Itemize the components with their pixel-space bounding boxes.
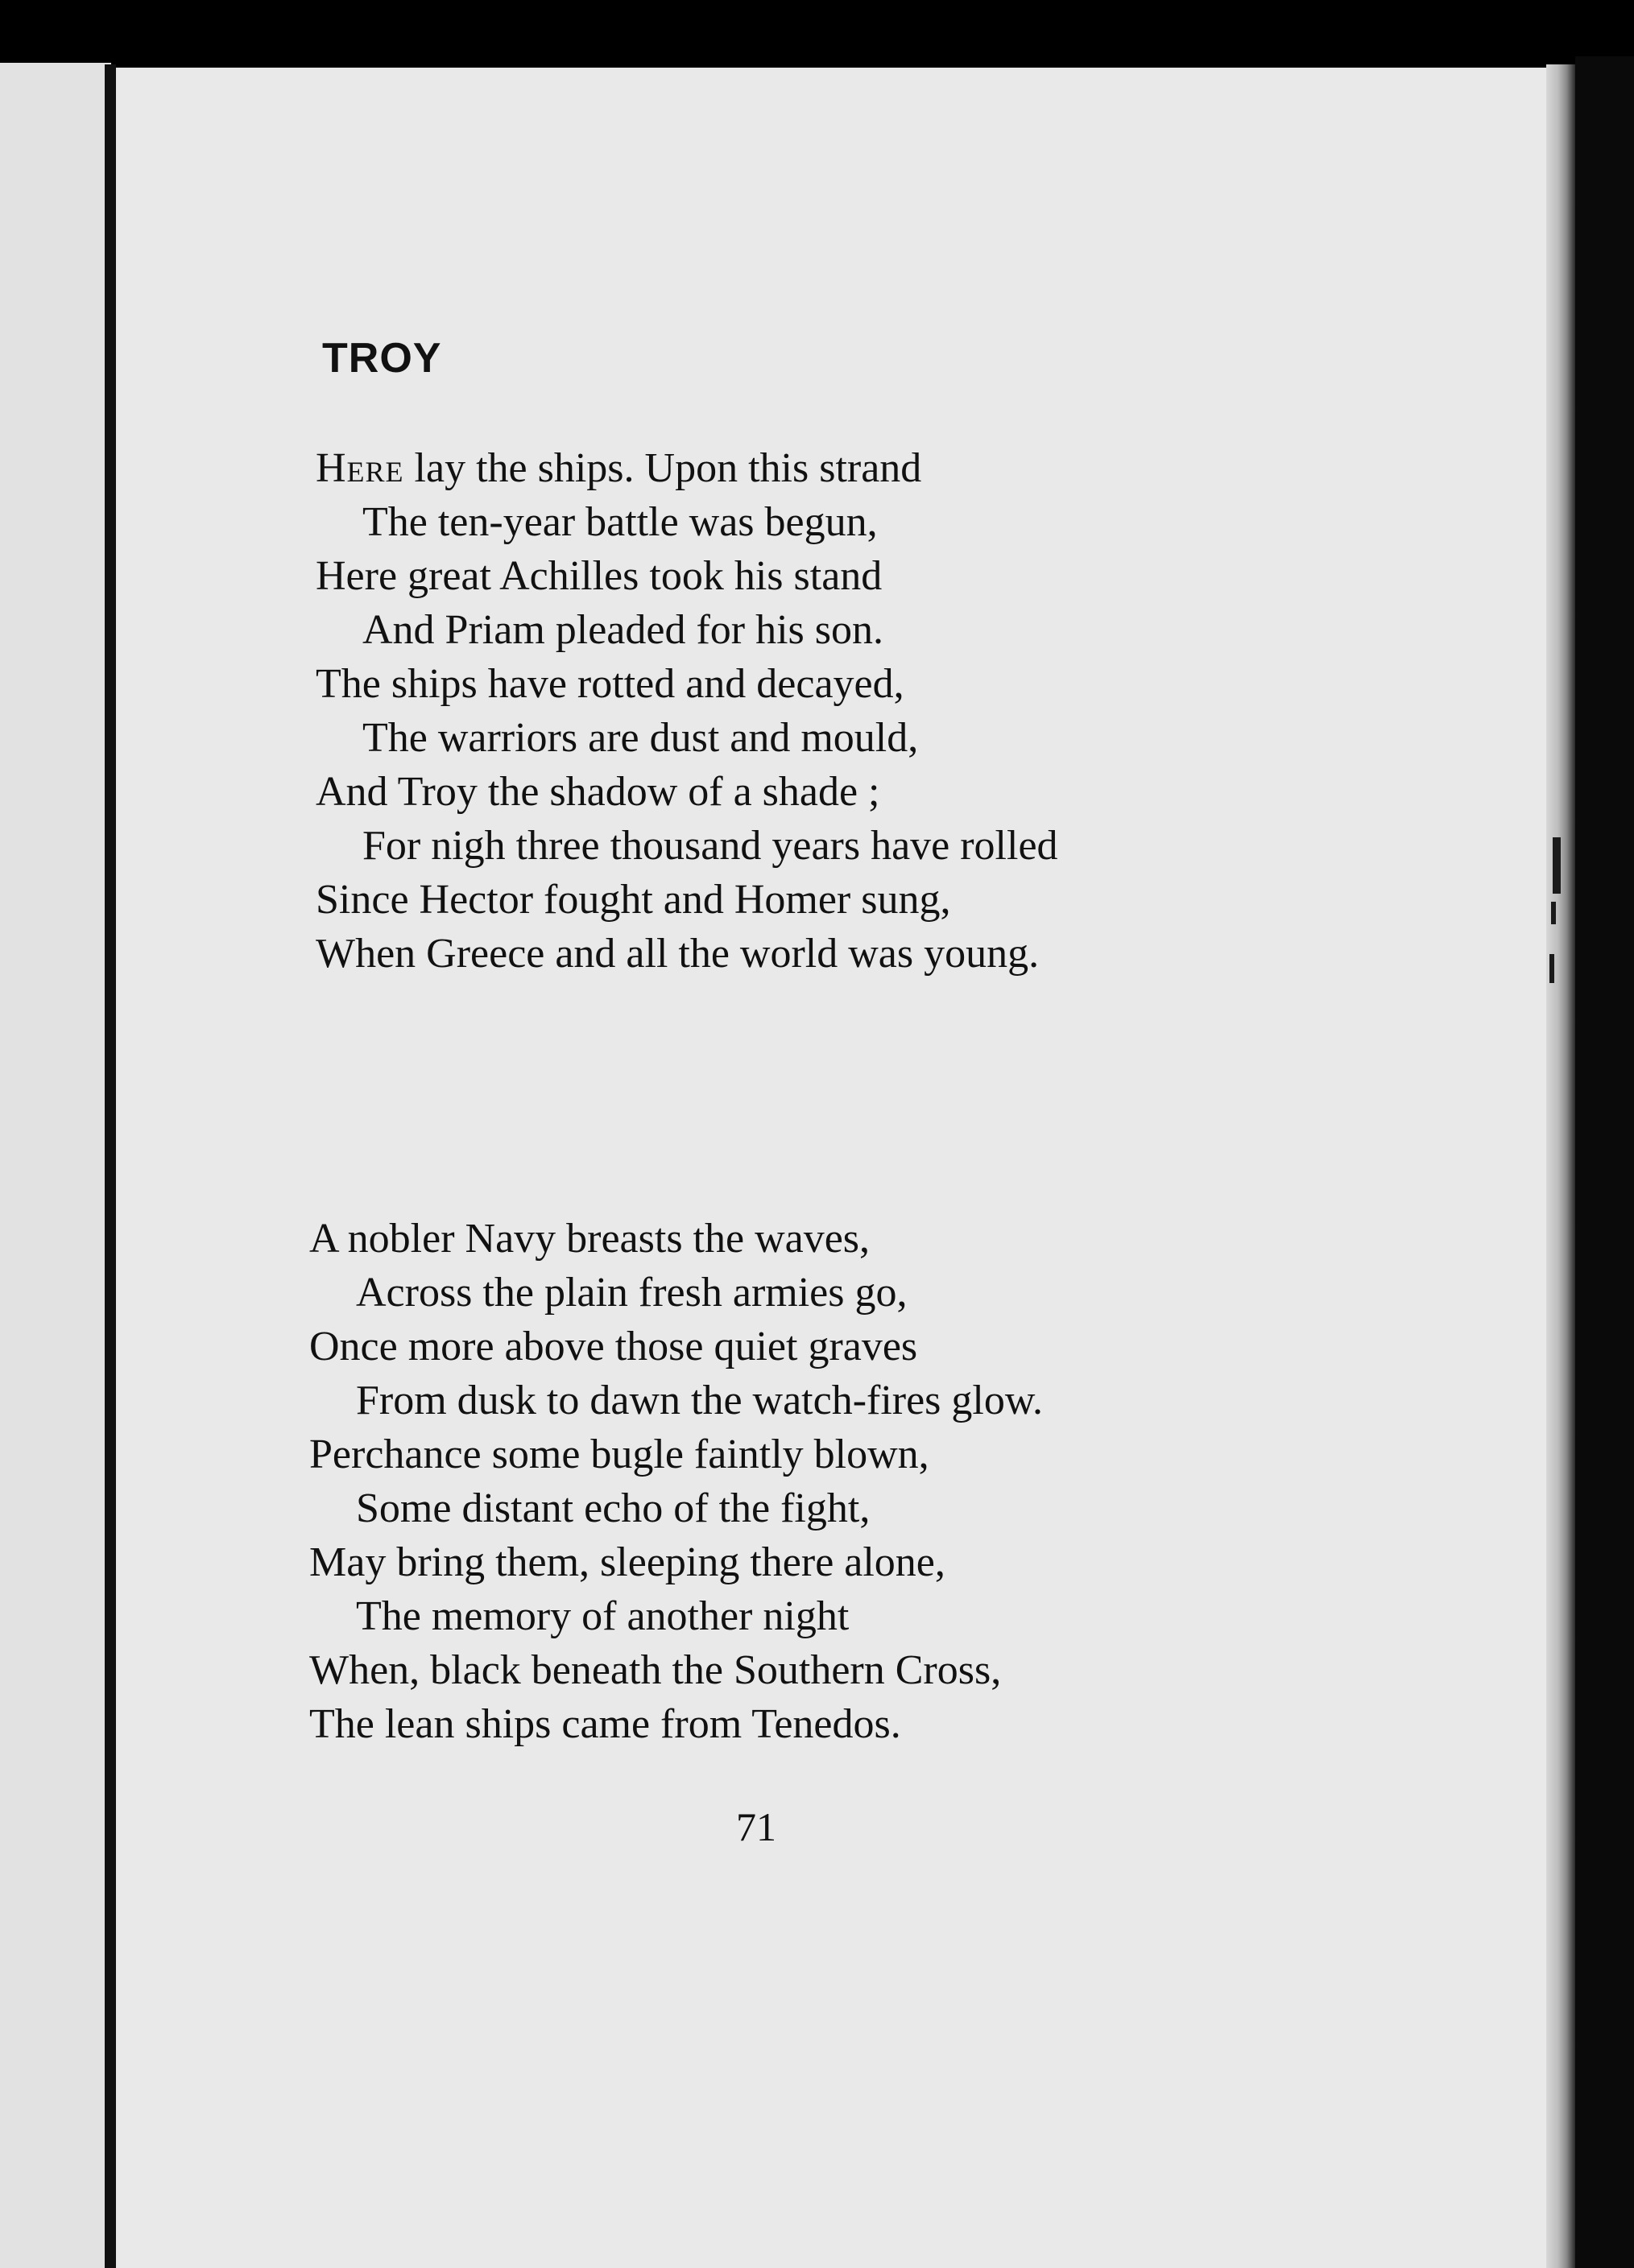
verse-line: When Greece and all the world was young. xyxy=(316,931,1040,977)
stanza-1 xyxy=(316,441,1058,981)
edge-speck xyxy=(1549,954,1554,983)
edge-speck xyxy=(1551,902,1556,924)
page-number: 71 xyxy=(736,1804,776,1849)
verse-line: From dusk to dawn the watch-fires glow. xyxy=(356,1378,1044,1423)
poem-title: TROY xyxy=(322,335,442,382)
verse-line: Across the plain fresh armies go, xyxy=(356,1270,908,1316)
page-gutter xyxy=(105,64,116,2268)
verse-line-text: lay the ships. Upon this strand xyxy=(403,445,922,491)
verse-line: When, black beneath the Southern Cross, xyxy=(309,1647,1002,1693)
verse-line: For nigh three thousand years have rolled xyxy=(362,823,1058,869)
verse-line: And Troy the shadow of a shade ; xyxy=(316,769,880,815)
verse-line: The ships have rotted and decayed, xyxy=(316,661,904,707)
stanza-2 xyxy=(309,1212,1043,1751)
page-fore-edge xyxy=(1546,64,1575,2268)
verse-line: The lean ships came from Tenedos. xyxy=(309,1701,901,1747)
verse-line: A nobler Navy breasts the waves, xyxy=(309,1216,871,1262)
verse-line: The ten-year battle was begun, xyxy=(362,499,878,545)
verse-line: Perchance some bugle faintly blown, xyxy=(309,1431,929,1477)
verse-line-lead: Here xyxy=(316,445,404,491)
verse-line: And Priam pleaded for his son. xyxy=(362,607,884,653)
verse-line: Once more above those quiet graves xyxy=(309,1324,918,1369)
verse-line: The warriors are dust and mould, xyxy=(362,715,919,761)
verse-line: Since Hector fought and Homer sung, xyxy=(316,877,951,923)
verse-line: Some distant echo of the fight, xyxy=(356,1485,871,1531)
verse-line xyxy=(316,441,1058,495)
book-page xyxy=(116,68,1551,2268)
facing-page-edge xyxy=(0,63,111,2268)
edge-speck xyxy=(1553,837,1561,894)
verse-line: Here great Achilles took his stand xyxy=(316,553,883,599)
verse-line: The memory of another night xyxy=(356,1593,850,1639)
scan-border xyxy=(1575,56,1634,2268)
verse-line: May bring them, sleeping there alone, xyxy=(309,1539,945,1585)
